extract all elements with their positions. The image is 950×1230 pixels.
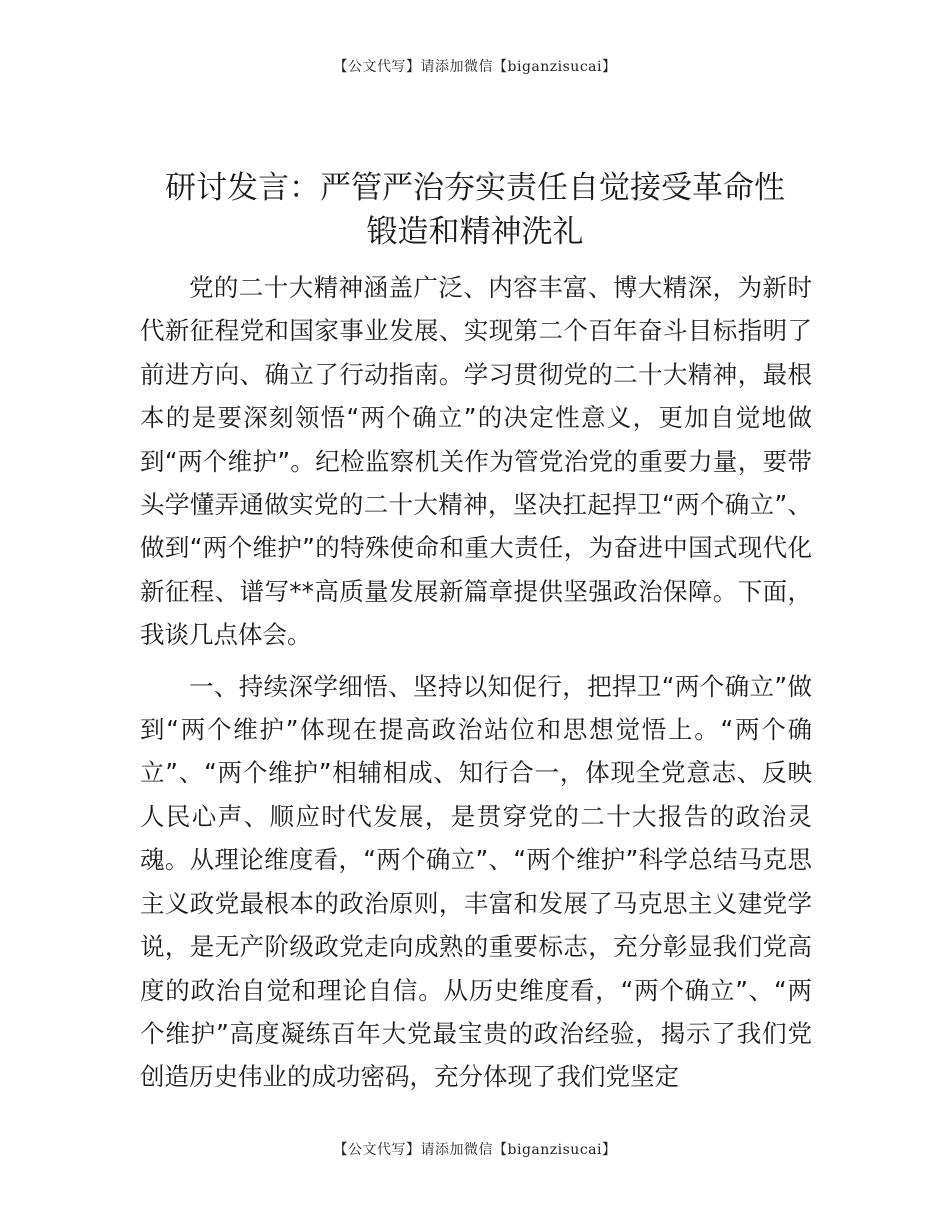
page-footer: 【公文代写】请添加微信【biganzisucai】 xyxy=(333,1142,617,1158)
body-paragraph-1: 党的二十大精神涵盖广泛、内容丰富、博大精深，为新时代新征程党和国家事业发展、实现第二个百年奋斗目标指明了前进方向、确立了行动指南。学习贯彻党的二十大精神，最根本的是要深刻领悟“两个确立”的决定性意义，更加自觉地做到“两个维护”。纪检监察机关作为管党治党的重要力量，要带头学懂弄通做实党的二十大精神，坚决扛起捍卫“两个确立”、做到“两个维护”的特殊使命和重大责任，为奋进中国式现代化新征程、谱写**高质量发展新篇章提供坚强政治保障。下面，我谈几点体会。 xyxy=(140,273,812,650)
document-body xyxy=(140,266,812,1099)
document-title xyxy=(0,166,950,254)
document-title-line-2: 锻造和精神洗礼 xyxy=(366,214,584,250)
document-title-line-1: 研讨发言：严管严治夯实责任自觉接受革命性 xyxy=(165,170,785,206)
page-header: 【公文代写】请添加微信【biganzisucai】 xyxy=(333,59,617,75)
body-paragraph-2: 一、持续深学细悟、坚持以知促行，把捍卫“两个确立”做到“两个维护”体现在提高政治站位和思想觉悟上。“两个确立”、“两个维护”相辅相成、知行合一，体现全党意志、反映人民心声、顺应时代发展，是贯穿党的二十大报告的政治灵魂。从理论维度看，“两个确立”、“两个维护”科学总结马克思主义政党最根本的政治原则，丰富和发展了马克思主义建党学说，是无产阶级政党走向成熟的重要标志，充分彰显我们党高度的政治自觉和理论自信。从历史维度看，“两个确立”、“两个维护”高度凝练百年大党最宝贵的政治经验，揭示了我们党创造历史伟业的成功密码，充分体现了我们党坚定 xyxy=(140,671,812,1092)
